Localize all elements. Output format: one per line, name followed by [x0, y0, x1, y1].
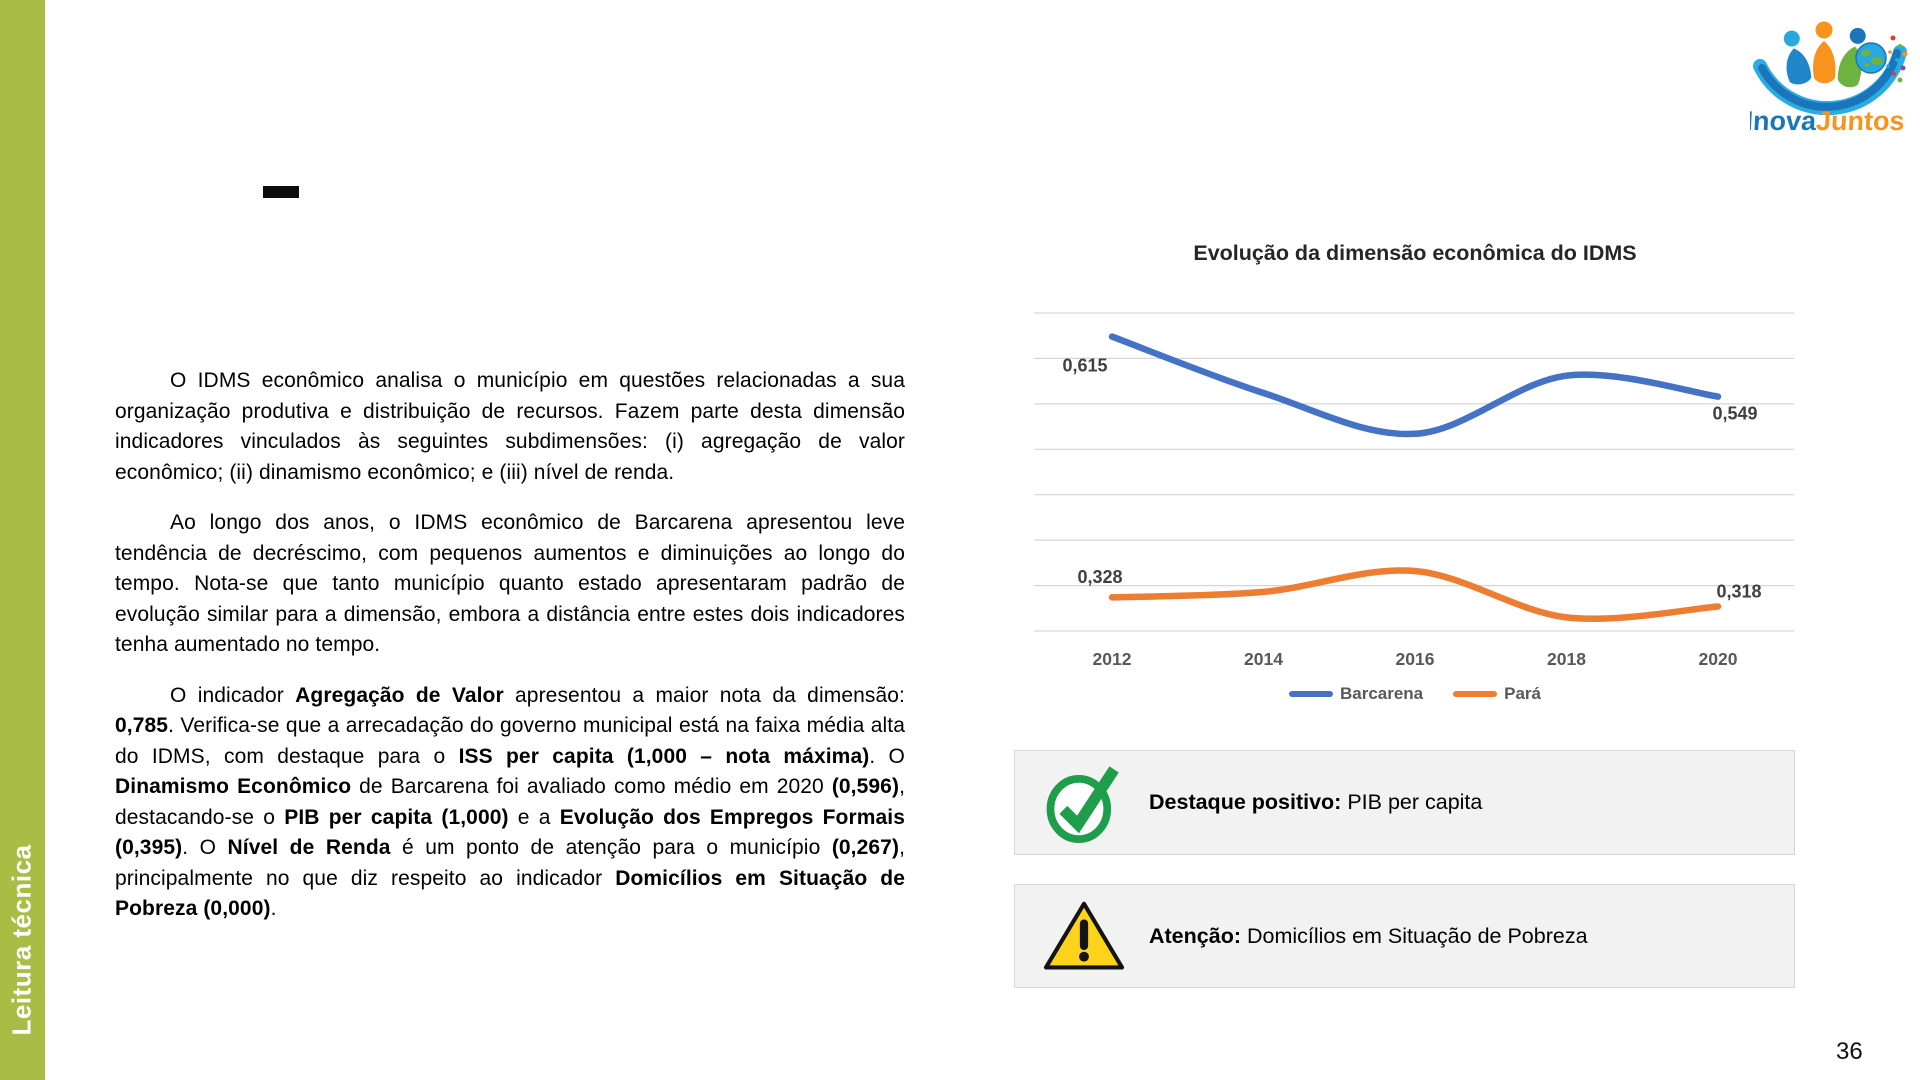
x-tick-label: 2018 [1547, 649, 1586, 669]
check-circle-icon [1041, 759, 1127, 847]
inovajuntos-logo [1750, 8, 1912, 138]
paragraph: O IDMS econômico analisa o município em questões relacionadas a sua organização produtiva e distribuição de recursos. Fazem parte desta dimensão indicadores vinculados às seguintes subdimensões: (i) agregação de valor econômico; (ii) dinamismo econômico; e (iii) nível de renda. [115, 369, 905, 484]
attention-title: Atenção: [1149, 923, 1241, 948]
legend-item [1289, 684, 1423, 704]
legend-label: Barcarena [1339, 684, 1424, 703]
idms-chart-svg [1010, 240, 1820, 715]
warning-triangle-icon [1041, 892, 1127, 980]
chart-title: Evolução da dimensão econômica do IDMS [1193, 241, 1637, 265]
x-tick-label: 2012 [1092, 649, 1132, 669]
inovajuntos-logo-icon [1750, 8, 1912, 138]
positive-highlight-value: PIB per capita [1341, 790, 1483, 814]
logo-text-juntos: Juntos [1815, 106, 1906, 136]
attention-callout [1014, 884, 1795, 988]
side-band [0, 0, 45, 1080]
title-dash [263, 186, 299, 198]
paragraph: Ao longo dos anos, o IDMS econômico de Barcarena apresentou leve tendência de decréscimo, com pequenos aumentos e diminuições ao longo do tempo. Nota-se que tanto município quanto estado apresentaram padrão de evolução similar para a dimensão, embora a distância entre estes dois indicadores tenha aumentado no tempo. [115, 511, 905, 656]
positive-highlight-title: Destaque positivo: [1149, 790, 1342, 814]
legend-label: Pará [1504, 684, 1542, 703]
positive-highlight-text [1149, 790, 1482, 815]
page-number: 36 [1836, 1038, 1863, 1065]
idms-chart [1010, 240, 1820, 715]
legend-swatch-icon [1289, 691, 1333, 697]
attention-value: Domicílios em Situação de Pobreza [1240, 923, 1588, 948]
x-tick-label: 2016 [1395, 649, 1435, 669]
x-tick-label: 2020 [1698, 649, 1738, 669]
data-label: 0,615 [1062, 355, 1108, 376]
legend-swatch-icon [1453, 691, 1497, 697]
data-label: 0,549 [1712, 403, 1758, 424]
paragraph: O indicador Agregação de Valor apresentou a maior nota da dimensão: 0,785. Verifica-se que a arrecadação do governo municipal está na faixa média alta do IDMS, com destaque para o ISS per capita (1,000 – nota máxima). O Dinamismo Econômico de Barcarena foi avaliado como médio em 2020 (0,596), destacando-se o PIB per capita (1,000) e a Evolução dos Empregos Formais (0,395). O Nível de Renda é um ponto de atenção para o município (0,267), principalmente no que diz respeito ao indicador Domicílios em Situação de Pobreza (0,000). [115, 683, 905, 920]
x-tick-label: 2014 [1244, 649, 1283, 669]
body-paragraphs [115, 366, 905, 945]
data-label: 0,328 [1077, 567, 1123, 588]
logo-text-inova: Inova [1750, 106, 1817, 136]
svg-text:InovaJuntos [1750, 106, 1905, 136]
positive-highlight-callout [1014, 750, 1795, 855]
legend-item [1453, 684, 1541, 704]
data-label: 0,318 [1716, 581, 1762, 602]
chart-legend [1010, 684, 1820, 704]
attention-text [1149, 924, 1588, 949]
side-band-label: Leitura técnica [6, 844, 37, 1036]
